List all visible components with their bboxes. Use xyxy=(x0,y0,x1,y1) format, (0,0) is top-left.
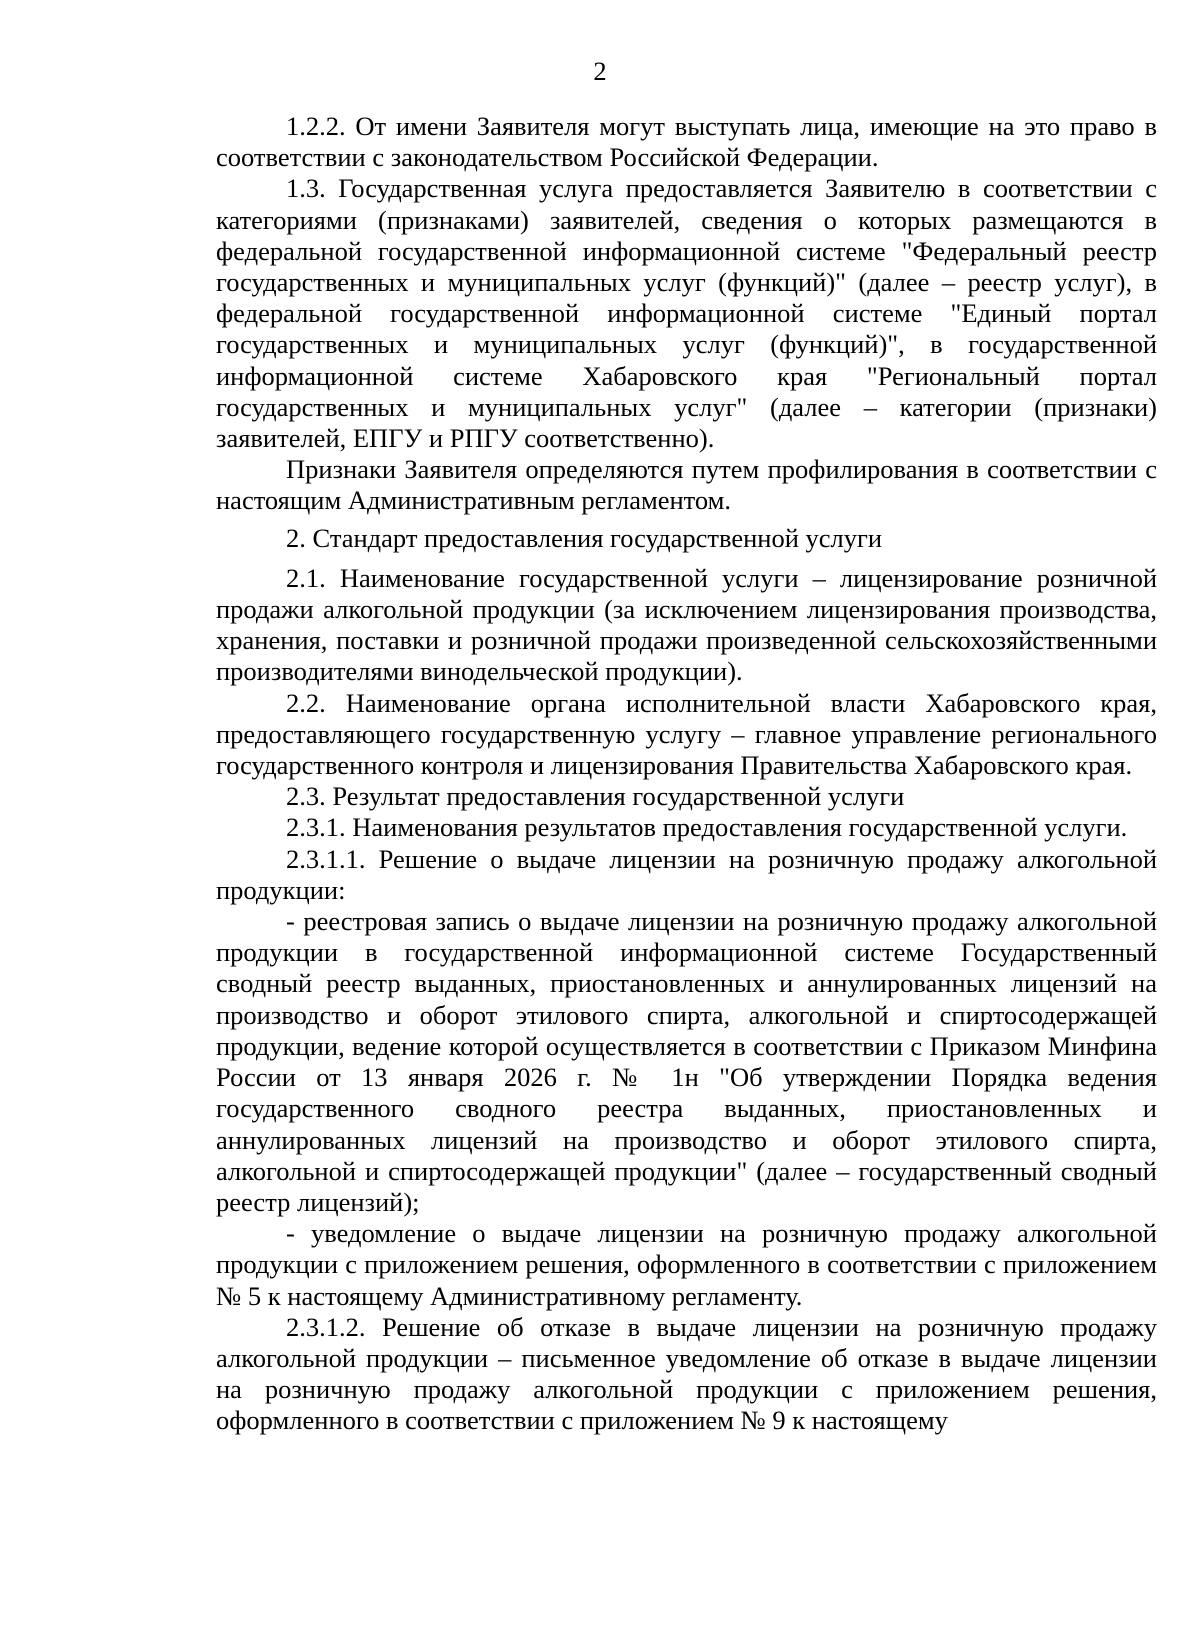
paragraph-2-1: 2.1. Наименование государственной услуги – лицензирование розничной продажи алкогольной продукции (за исключением лицензирования производства, хранения, поставки и розничной продажи произведенной сельскохозяйственными производителями винодельческой продукции). xyxy=(216,562,1157,687)
page-number: 2 xyxy=(593,56,607,86)
paragraph-1-3: 1.3. Государственная услуга предоставляется Заявителю в соответствии с категориями (признаками) заявителей, сведения о которых размещаются в федеральной государственной информационной системе "Федеральный реестр государственных и муниципальных услуг (функций)" (далее – реестр услуг), в федеральной государственной информационной системе "Единый портал государственных и муниципальных услуг (функций)", в государственной информационной системе Хабаровского края "Региональный портал государственных и муниципальных услуг" (далее – категории (признаки) заявителей, ЕПГУ и РПГУ соответственно). xyxy=(216,173,1157,454)
bullet-registry-entry: - реестровая запись о выдаче лицензии на розничную продажу алкогольной продукции в государственной информационной системе Государственный сводный реестр выданных, приостановленных и аннулированных лицензий на производство и оборот этилового спирта, алкогольной и спиртосодержащей продукции, ведение которой осуществляется в соответствии с Приказом Минфина России от 13 января 2026 г. № 1н "Об утверждении Порядка ведения государственного сводного реестра выданных, приостановленных и аннулированных лицензий на производство и оборот этилового спирта, алкогольной и спиртосодержащей продукции" (далее – государственный сводный реестр лицензий); xyxy=(216,906,1157,1217)
paragraph-2-2: 2.2. Наименование органа исполнительной власти Хабаровского края, предоставляющего государственную услугу – главное управление регионального государственного контроля и лицензирования Правительства Хабаровского края. xyxy=(216,687,1157,781)
paragraph-2-3-1-1: 2.3.1.1. Решение о выдаче лицензии на розничную продажу алкогольной продукции: xyxy=(216,843,1157,905)
paragraph-1-2-2: 1.2.2. От имени Заявителя могут выступать лица, имеющие на это право в соответствии с законодательством Российской Федерации. xyxy=(216,111,1157,173)
document-body xyxy=(216,111,1157,1437)
section-heading-2: 2. Стандарт предоставления государственной услуги xyxy=(286,522,883,553)
paragraph-2-3-1-2: 2.3.1.2. Решение об отказе в выдаче лицензии на розничную продажу алкогольной продукции – письменное уведомление об отказе в выдаче лицензии на розничную продажу алкогольной продукции с приложением решения, оформленного в соответствии с приложением № 9 к настоящему xyxy=(216,1311,1157,1436)
paragraph-applicant-signs: Признаки Заявителя определяются путем профилирования в соответствии с настоящим Административным регламентом. xyxy=(216,454,1157,516)
bullet-notification: - уведомление о выдаче лицензии на розничную продажу алкогольной продукции с приложением решения, оформленного в соответствии с приложением № 5 к настоящему Административному регламенту. xyxy=(216,1218,1157,1311)
paragraph-2-3: 2.3. Результат предоставления государственной услуги xyxy=(286,781,905,812)
paragraph-2-3-1: 2.3.1. Наименования результатов предоставления государственной услуги. xyxy=(286,812,1128,843)
